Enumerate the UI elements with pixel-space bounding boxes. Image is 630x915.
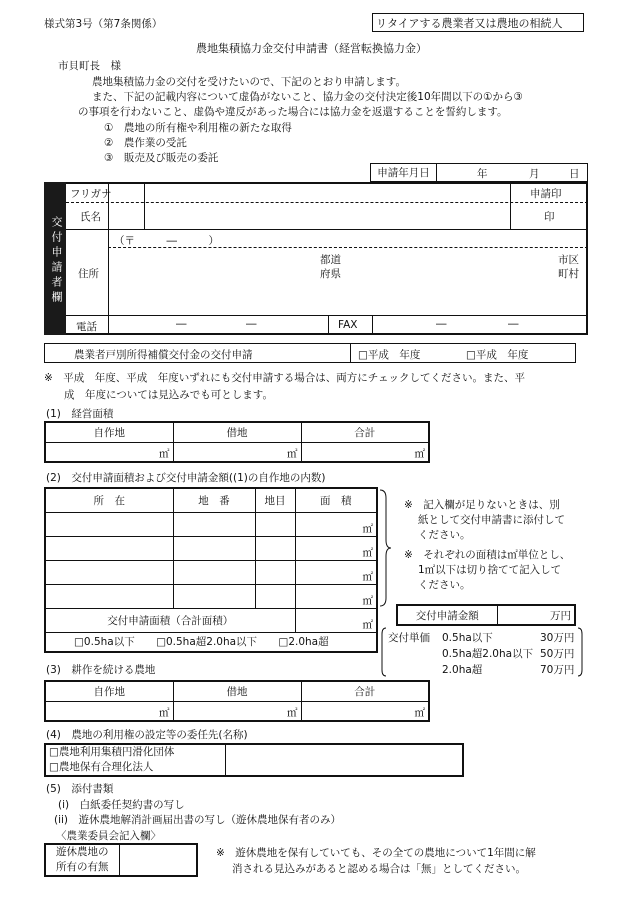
address-label: 住所 [78, 268, 99, 280]
amount-unit: 万円 [550, 609, 571, 622]
lot-field[interactable] [173, 584, 255, 608]
note-1-line-2: 紙として交付申請書に添付して [418, 514, 565, 526]
seal-header: 申請印 [530, 188, 562, 200]
pledge-item-1: ① 農地の所有権や利用権の新たな取得 [104, 122, 292, 134]
attachment-item-1: (i) 白紙委任契約書の写し [58, 799, 185, 811]
notice-line-1: ※ 平成 年度、平成 年度いずれにも交付申請する場合は、両方にチェックしてください。また、平 [44, 372, 525, 384]
applicant-type-box: リタイアする農業者又は農地の相続人 [372, 13, 584, 32]
location-header: 所 在 [45, 488, 173, 512]
rate-label: 交付単価 [388, 632, 430, 644]
delegate-name-field[interactable] [225, 744, 463, 776]
category-field[interactable] [255, 584, 295, 608]
total-area-field[interactable] [295, 608, 377, 632]
application-date-label: 申請年月日 [371, 164, 437, 182]
furigana-field[interactable] [150, 183, 505, 201]
note-2-line-2: 1㎡以下は切り捨てて記入して [418, 564, 562, 576]
total-area-field[interactable] [301, 701, 429, 721]
idle-land-label-line-2: 所有の有無 [56, 861, 109, 873]
note-2-line-3: ください。 [418, 579, 471, 591]
rate-range-1: 0.5ha以下 [442, 632, 493, 644]
unit-label: ㎡ [362, 594, 373, 607]
leased-land-header: 借地 [173, 681, 301, 701]
note-1-line-3: ください。 [418, 529, 471, 541]
intro-line-2: また、下記の記載内容について虚偽がないこと、協力金の交付決定後10年間以下の①から③ [92, 91, 523, 103]
delegate-checkbox-2[interactable]: □農地保有合理化法人 [49, 761, 154, 773]
area-field[interactable] [295, 536, 377, 560]
seal-mark: 印 [544, 211, 555, 223]
notice-line-2: 成 年度については見込みでも可とします。 [64, 389, 273, 401]
owned-land-header: 自作地 [45, 681, 173, 701]
location-field[interactable] [45, 584, 173, 608]
pledge-item-2: ② 農作業の受託 [104, 137, 187, 149]
intro-line-1: 農地集積協力金の交付を受けたいので、下記のとおり申請します。 [92, 76, 406, 88]
unit-label: ㎡ [362, 570, 373, 583]
area-field[interactable] [295, 584, 377, 608]
form-title: 農地集積協力金交付申請書（経営転換協力金） [196, 42, 427, 55]
fax-label: FAX [338, 319, 358, 331]
phone-dash-2: ― [246, 318, 257, 330]
phone-dash-1: ― [176, 318, 187, 330]
fax-dash-1: ― [436, 318, 447, 330]
subsidy-year-checkbox-2[interactable]: □平成 年度 [466, 349, 529, 361]
note-1-line-1: ※ 記入欄が足りないときは、別 [404, 499, 560, 511]
fax-dash-2: ― [508, 318, 519, 330]
rate-amount-3: 70万円 [540, 664, 575, 676]
applicant-side-label: 交付申請者欄 [50, 216, 63, 306]
idle-land-label [45, 844, 119, 876]
table-row [45, 536, 377, 560]
continued-farmland-table [44, 680, 430, 722]
management-area-table [44, 421, 430, 463]
total-header: 合計 [301, 681, 429, 701]
total-header: 合計 [301, 422, 429, 442]
furigana-label: フリガナ [70, 188, 112, 200]
rate-range-2: 0.5ha超2.0ha以下 [442, 648, 534, 660]
idle-land-field[interactable] [119, 844, 197, 876]
unit-label: ㎡ [159, 448, 170, 460]
unit-label: ㎡ [287, 448, 298, 460]
delegate-options [45, 744, 225, 776]
area-field[interactable] [295, 560, 377, 584]
total-row [45, 608, 377, 632]
unit-label: ㎡ [362, 546, 373, 559]
attachment-item-2: (ii) 遊休農地解消計画届出書の写し（遊休農地保有者のみ） [54, 814, 342, 826]
committee-note-line-1: ※ 遊休農地を保有していても、その全ての農地について1年間に解 [216, 847, 536, 859]
lot-field[interactable] [173, 560, 255, 584]
name-label: 氏名 [80, 211, 101, 223]
table-row [45, 512, 377, 536]
table-row [45, 560, 377, 584]
delegate-checkbox-1[interactable]: □農地利用集積円滑化団体 [49, 746, 175, 758]
total-area-field[interactable] [301, 442, 429, 462]
land-category-header: 地目 [255, 488, 295, 512]
lot-field[interactable] [173, 536, 255, 560]
postal-code-field[interactable]: （〒 ― ） [114, 235, 219, 247]
unit-label: ㎡ [362, 522, 373, 535]
applicant-side-bar [44, 182, 66, 335]
idle-land-label-line-1: 遊休農地の [56, 846, 109, 858]
lot-number-header: 地 番 [173, 488, 255, 512]
unit-label: ㎡ [287, 707, 298, 719]
application-date-table [370, 163, 588, 182]
address-field[interactable] [114, 250, 314, 310]
owned-land-header: 自作地 [45, 422, 173, 442]
category-checkbox-1[interactable]: □0.5ha以下 [74, 636, 135, 649]
category-checkbox-2[interactable]: □0.5ha超2.0ha以下 [156, 636, 258, 649]
name-field[interactable] [150, 204, 505, 228]
area-field[interactable] [295, 512, 377, 536]
amount-table [396, 604, 576, 626]
amount-field[interactable] [497, 605, 575, 625]
intro-line-3: の事項を行わないこと、虚偽や違反があった場合には協力金を返還することを誓約します。 [78, 106, 508, 118]
section-3-title: (3) 耕作を続ける農地 [46, 664, 156, 676]
category-field[interactable] [255, 512, 295, 536]
unit-label: ㎡ [414, 707, 425, 719]
subsidy-label: 農業者戸別所得補償交付金の交付申請 [74, 349, 253, 361]
leased-land-header: 借地 [173, 422, 301, 442]
prefecture-label-top: 都道 [320, 254, 341, 266]
city-label-bottom: 町村 [558, 268, 579, 280]
location-field[interactable] [45, 512, 173, 536]
category-checkbox-3[interactable]: □2.0ha超 [278, 636, 329, 649]
category-field[interactable] [255, 536, 295, 560]
year-label: 年 [477, 168, 488, 180]
month-label: 月 [529, 168, 540, 180]
section-1-title: (1) 経営面積 [46, 408, 114, 420]
note-2-line-1: ※ それぞれの面積は㎡単位とし、 [404, 549, 571, 561]
prefecture-label-bottom: 府県 [320, 268, 341, 280]
day-label: 日 [569, 168, 580, 180]
category-field[interactable] [255, 560, 295, 584]
section-4-title: (4) 農地の利用権の設定等の委任先(名称) [46, 729, 248, 741]
unit-label: ㎡ [362, 618, 373, 631]
area-header: 面 積 [295, 488, 377, 512]
area-category-row [45, 632, 377, 652]
committee-title: 〈農業委員会記入欄〉 [56, 830, 161, 842]
rate-amount-2: 50万円 [540, 648, 575, 660]
city-label-top: 市区 [558, 254, 579, 266]
subsidy-year-checkbox-1[interactable]: □平成 年度 [358, 349, 421, 361]
leased-land-area-field[interactable] [173, 701, 301, 721]
unit-label: ㎡ [159, 707, 170, 719]
brace-icon [378, 488, 392, 608]
pledge-item-3: ③ 販売及び販売の委託 [104, 152, 219, 164]
section-2-title: (2) 交付申請面積および交付申請金額((1)の自作地の内数) [46, 472, 326, 484]
total-area-label: 交付申請面積（合計面積） [45, 608, 295, 632]
phone-label: 電話 [76, 321, 97, 333]
application-date-field[interactable] [437, 164, 588, 182]
form-number: 様式第3号（第7条関係） [44, 18, 163, 30]
location-field[interactable] [45, 536, 173, 560]
lot-field[interactable] [173, 512, 255, 536]
committee-note-line-2: 消される見込みがあると認める場合は「無」としてください。 [232, 863, 526, 875]
leased-land-area-field[interactable] [173, 442, 301, 462]
committee-table [44, 843, 198, 877]
table-row [45, 584, 377, 608]
owned-land-area-field[interactable] [45, 442, 173, 462]
unit-label: ㎡ [414, 448, 425, 460]
rate-range-3: 2.0ha超 [442, 664, 483, 676]
section-5-title: (5) 添付書類 [46, 783, 114, 795]
addressee: 市貝町長 様 [58, 60, 121, 72]
delegate-table [44, 743, 464, 777]
owned-land-area-field[interactable] [45, 701, 173, 721]
location-field[interactable] [45, 560, 173, 584]
rate-amount-1: 30万円 [540, 632, 575, 644]
amount-label: 交付申請金額 [397, 605, 497, 625]
parcel-table [44, 487, 378, 653]
